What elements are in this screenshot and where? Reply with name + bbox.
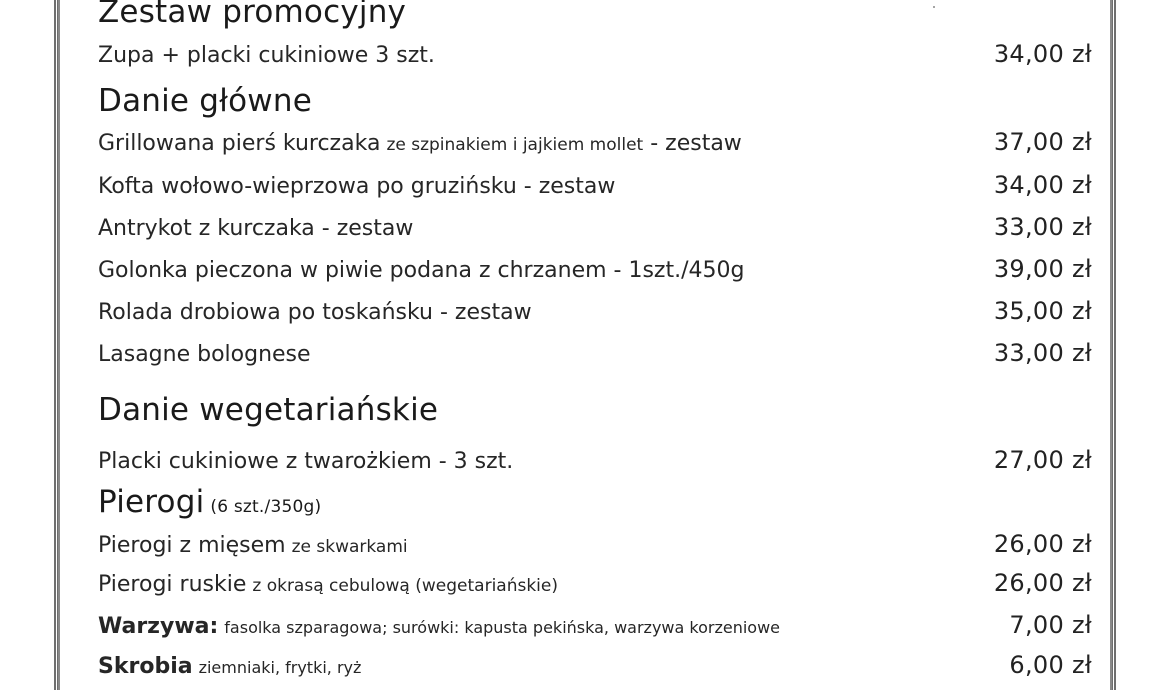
item-detail: ze skwarkami: [291, 537, 408, 557]
section-title: Danie główne: [98, 83, 312, 119]
item-detail: ze szpinakiem i jajkiem mollet: [386, 135, 644, 155]
item-detail: z okrasą cebulową (wegetariańskie): [252, 576, 559, 596]
menu-item: [98, 40, 1092, 68]
side-desc: ziemniaki, frytki, ryż: [198, 658, 362, 677]
menu-item: [98, 530, 1092, 558]
item-price: 33,00 zł: [993, 213, 1092, 241]
menu-item: [98, 297, 1092, 325]
section-title: Pierogi: [98, 484, 205, 520]
menu-item: [98, 446, 1092, 474]
menu-item: [98, 171, 1092, 199]
section-subtitle: (6 szt./350g): [210, 497, 322, 517]
item-name: Antrykot z kurczaka - zestaw: [98, 216, 414, 241]
item-name: Placki cukiniowe z twarożkiem - 3 szt.: [98, 449, 514, 474]
item-price: 6,00 zł: [1009, 651, 1092, 679]
item-name: Pierogi ruskie: [98, 572, 247, 597]
item-price: 26,00 zł: [993, 530, 1092, 558]
item-name: Grillowana pierś kurczaka: [98, 131, 381, 156]
side-item-vegetables: [98, 611, 1092, 639]
item-price: 7,00 zł: [1009, 611, 1092, 639]
section-title: Danie wegetariańskie: [98, 392, 439, 428]
menu-item: [98, 569, 1092, 597]
section-heading-main: [98, 83, 1092, 119]
menu-item: [98, 339, 1092, 367]
section-heading-promo: [98, 0, 1092, 30]
item-price: 33,00 zł: [993, 339, 1092, 367]
side-label: Skrobia: [98, 654, 193, 679]
item-price: 34,00 zł: [993, 171, 1092, 199]
item-price: 35,00 zł: [993, 297, 1092, 325]
section-heading-vegetarian: [98, 392, 1092, 428]
menu-item: [98, 255, 1092, 283]
item-price: 26,00 zł: [993, 569, 1092, 597]
item-name: Kofta wołowo-wieprzowa po gruzińsku - zestaw: [98, 174, 616, 199]
item-name: Golonka pieczona w piwie podana z chrzanem - 1szt./450g: [98, 258, 745, 283]
item-price: 27,00 zł: [993, 446, 1092, 474]
section-heading-pierogi: [98, 484, 1092, 520]
item-price: 34,00 zł: [993, 40, 1092, 68]
item-price: 39,00 zł: [993, 255, 1092, 283]
item-name: Rolada drobiowa po toskańsku - zestaw: [98, 300, 532, 325]
item-name: Lasagne bolognese: [98, 342, 311, 367]
side-label: Warzywa:: [98, 614, 219, 639]
side-item-starch: [98, 651, 1092, 679]
section-title: Zestaw promocyjny: [98, 0, 407, 30]
menu-item: [98, 128, 1092, 156]
item-price: 37,00 zł: [993, 128, 1092, 156]
item-suffix: - zestaw: [643, 131, 742, 156]
menu-item: [98, 213, 1092, 241]
side-desc: fasolka szparagowa; surówki: kapusta pekińska, warzywa korzeniowe: [224, 618, 780, 637]
item-name: Zupa + placki cukiniowe 3 szt.: [98, 43, 435, 68]
item-name: Pierogi z mięsem: [98, 533, 286, 558]
